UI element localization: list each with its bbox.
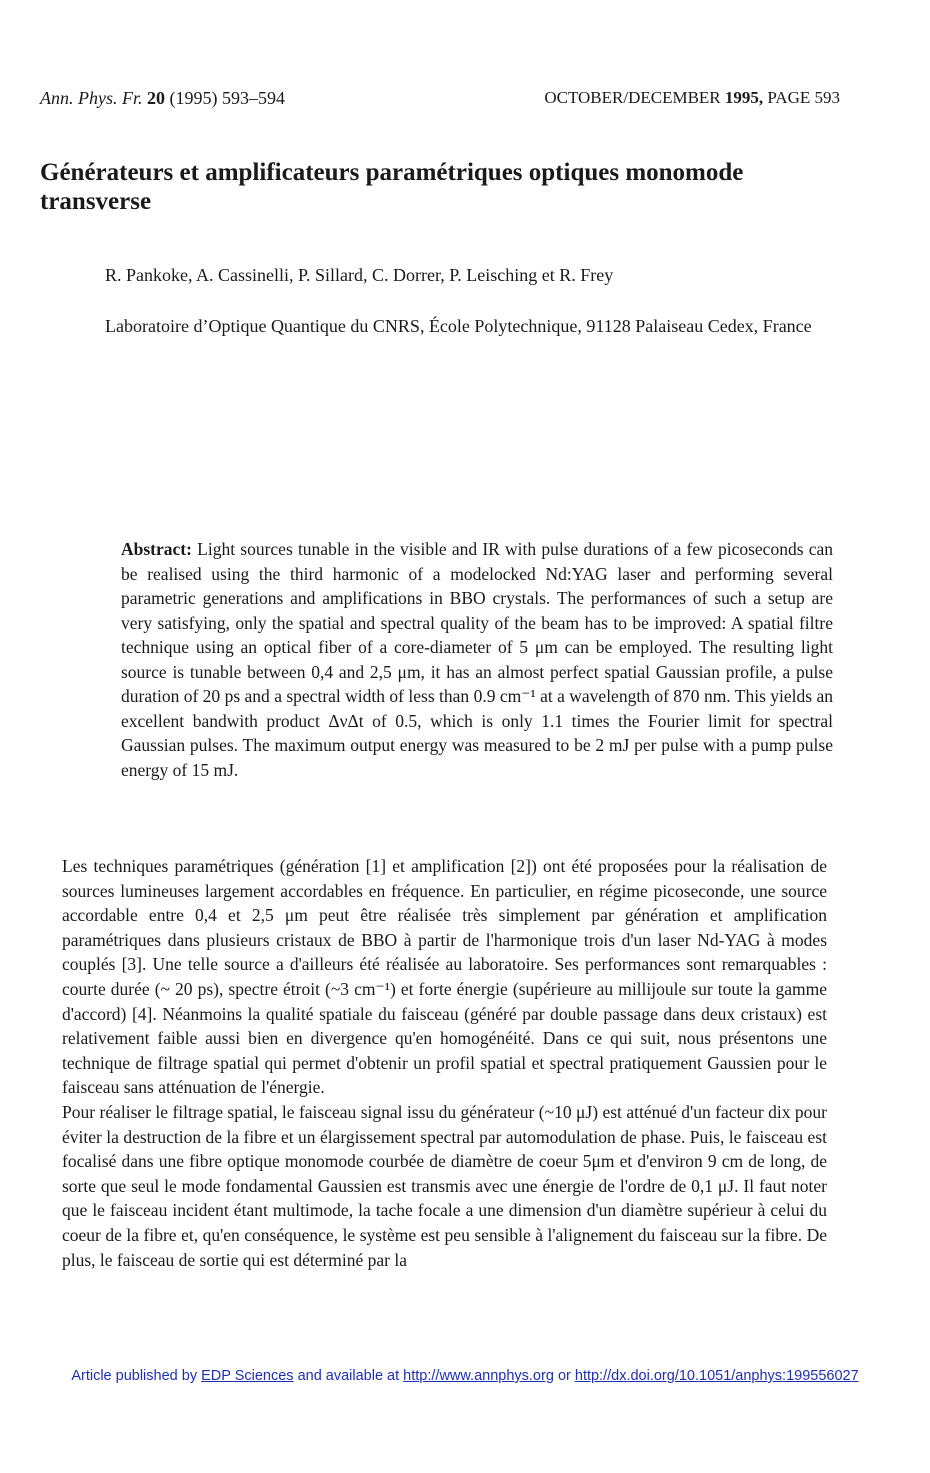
issue-year: 1995, (724, 88, 764, 107)
journal-name: Ann. Phys. Fr. (40, 88, 143, 108)
body-paragraph: Pour réaliser le filtrage spatial, le faisceau signal issu du générateur (~10 μJ) est atténué d'un facteur dix pour éviter la destruction de la fibre et un élargissement spectral par automodulation de phase. Puis, le faisceau est focalisé dans une fibre optique monomode courbée de diamètre de coeur 5μm et d'environ 9 cm de long, de sorte que seul le mode fondamental Gaussien est transmis avec une énergie de l'ordre de 0,1 μJ. Il faut noter que le faisceau incident étant multimode, la tache focale a une dimension d'un diamètre supérieur à celui du coeur de la fibre et, qu'en conséquence, le système est peu sensible à l'alignement du faisceau sur la fibre. De plus, le faisceau de sortie qui est déterminé par la (62, 1101, 827, 1270)
volume-number: 20 (147, 88, 165, 108)
body-paragraph: Les techniques paramétriques (génération [1] et amplification [2]) ont été proposées pour la réalisation de sources lumineuses largement accordables en fréquence. En particulier, en régime picoseconde, une source accordable entre 0,4 et 2,5 μm peut être réalisée très simplement par génération et amplification paramétriques dans plusieurs cristaux de BBO à partir de l'harmonique trois d'un laser Nd-YAG à modes couplés [3]. Une telle source a d'ailleurs été réalisée au laboratoire. Ses performances sont remarquables : courte durée (~ 20 ps), spectre étroit (~3 cm⁻¹) et forte énergie (supérieure au millijoule sur toute la gamme d'accord) [4]. Néanmoins la qualité spatiale du faisceau (généré par double passage dans deux cristaux) est relativement faible aussi bien en divergence qu'en homogénéité. Dans ce qui suit, nous présentons une technique de filtrage spatial qui permet d'obtenir un profil spatial et spectral pratiquement Gaussien pour le faisceau sans atténuation de l'énergie. (62, 856, 827, 1098)
abstract-text: Light sources tunable in the visible and IR with pulse durations of a few picoseconds can be realised using the third harmonic of a modelocked Nd:YAG laser and performing several parametric generations and amplifications in BBO crystals. The performances of such a setup are very satisfying, only the spatial and spectral quality of the beam has to be improved: A spatial filtre technique using an optical fiber of a core-diameter of 5 μm can be employed. The resulting light source is tunable between 0,4 and 2,5 μm, it has an almost perfect spatial Gaussian profile, a pulse duration of 20 ps and a spectral width of less than 0.9 cm⁻¹ at a wavelength of 870 nm. This yields an excellent bandwith product ΔνΔt of 0.5, which is only 1.1 times the Fourier limit for spectral Gaussian pulses. The maximum output energy was measured to be 2 mJ per pulse with a pump pulse energy of 15 mJ. (121, 539, 833, 780)
publisher-link[interactable]: EDP Sciences (201, 1368, 294, 1384)
issue-line (544, 88, 840, 108)
footer-middle: and available at (297, 1368, 400, 1384)
footer-prefix: Article published by (71, 1368, 198, 1384)
abstract-label: Abstract: (121, 539, 192, 559)
publication-footer (0, 1368, 930, 1384)
citation-line (40, 88, 285, 109)
paper-title: Générateurs et amplificateurs paramétriques optiques monomode transverse (40, 159, 744, 215)
author-list: R. Pankoke, A. Cassinelli, P. Sillard, C. Dorrer, P. Leisching et R. Frey (105, 265, 614, 285)
doi-link[interactable]: http://dx.doi.org/10.1051/anphys:199556027 (574, 1368, 859, 1384)
affiliation: Laboratoire d’Optique Quantique du CNRS, École Polytechnique, 91128 Palaiseau Cedex, France (105, 316, 812, 336)
body-text (62, 854, 827, 1272)
journal-site-link[interactable]: http://www.annphys.org (403, 1368, 554, 1384)
footer-or: or (557, 1368, 571, 1384)
running-head (40, 88, 840, 114)
year-pages: (1995) 593–594 (169, 88, 285, 108)
abstract (121, 537, 833, 782)
issue-period: OCTOBER/DECEMBER (544, 88, 721, 107)
issue-page: PAGE 593 (767, 88, 840, 107)
